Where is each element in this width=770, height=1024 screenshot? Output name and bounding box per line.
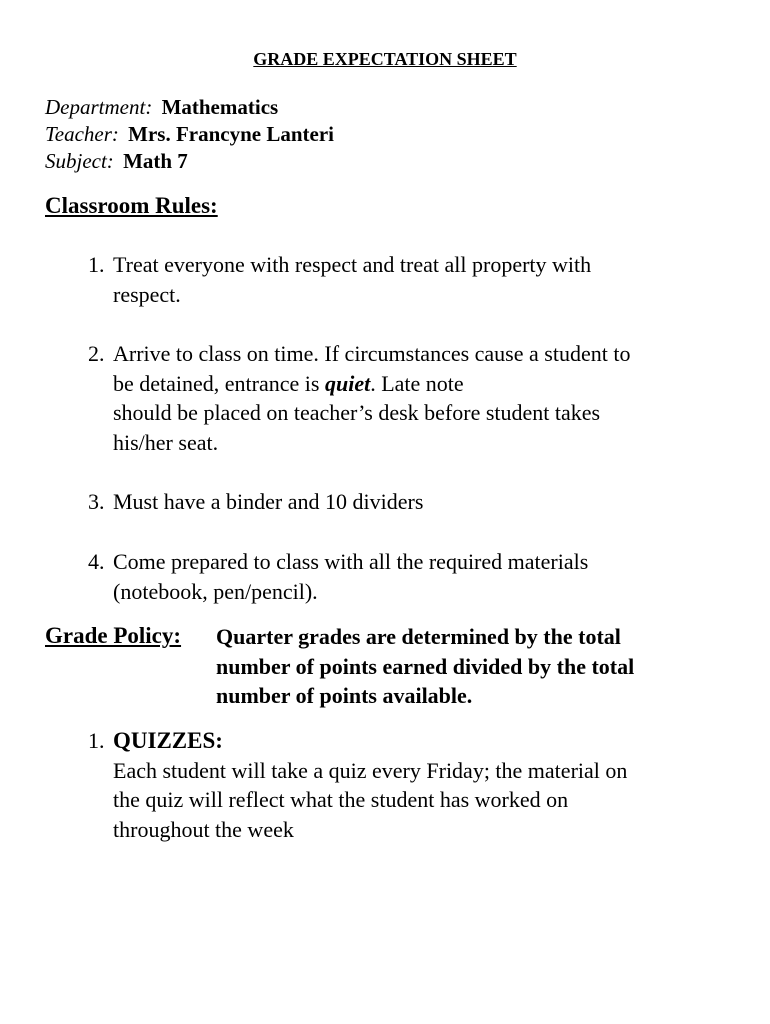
rule-text-line: Arrive to class on time. If circumstances cause a student to <box>113 341 631 366</box>
rule-item-3 <box>88 487 728 517</box>
rule-item-2 <box>88 339 728 457</box>
rule-text-line: Must have a binder and 10 dividers <box>113 489 424 514</box>
rule-text-line: Treat everyone with respect and treat all property with <box>113 252 592 277</box>
grade-policy-text <box>216 622 634 711</box>
subject-value: Math 7 <box>123 149 188 173</box>
policy-item-quizzes <box>88 726 728 844</box>
policy-item-number: 1. <box>88 728 105 753</box>
document-title: GRADE EXPECTATION SHEET <box>253 49 517 69</box>
policy-text-line: number of points earned divided by the total <box>216 653 635 679</box>
rule-text-line: Come prepared to class with all the required materials <box>113 549 589 574</box>
quizzes-title: QUIZZES: <box>113 728 223 753</box>
rule-item-4 <box>88 547 728 606</box>
rule-text-segment: . Late note <box>370 370 464 396</box>
rule-number: 1. <box>88 252 105 277</box>
rule-text-line: respect. <box>113 281 181 307</box>
rule-item-1 <box>88 250 728 309</box>
classroom-rules-heading: Classroom Rules: <box>45 193 218 218</box>
rule-text-segment: be detained, entrance is <box>113 370 325 396</box>
emphasis-quiet: quiet <box>324 370 371 396</box>
quizzes-text-line: Each student will take a quiz every Friday; the material on <box>113 757 628 783</box>
rule-text-line <box>113 369 728 399</box>
policy-text-line: Quarter grades are determined by the total <box>216 624 621 649</box>
department-value: Mathematics <box>161 95 279 119</box>
subject-row <box>45 148 188 174</box>
subject-label: Subject: <box>45 149 114 173</box>
rule-number: 3. <box>88 489 105 514</box>
rule-number: 4. <box>88 549 105 574</box>
teacher-row <box>45 121 334 147</box>
rule-text-line: (notebook, pen/pencil). <box>113 578 318 604</box>
rule-number: 2. <box>88 341 105 366</box>
grade-policy-heading: Grade Policy: <box>45 623 182 648</box>
rule-text-line: his/her seat. <box>113 429 219 455</box>
department-row <box>45 94 278 120</box>
department-label: Department: <box>45 95 153 119</box>
rule-text-line: should be placed on teacher’s desk before student takes <box>113 400 601 425</box>
quizzes-text-line: the quiz will reflect what the student has worked on <box>113 787 569 812</box>
teacher-label: Teacher: <box>45 122 119 146</box>
teacher-value: Mrs. Francyne Lanteri <box>128 122 335 146</box>
quizzes-text-line: throughout the week <box>113 816 294 842</box>
policy-text-line: number of points available. <box>216 683 473 708</box>
